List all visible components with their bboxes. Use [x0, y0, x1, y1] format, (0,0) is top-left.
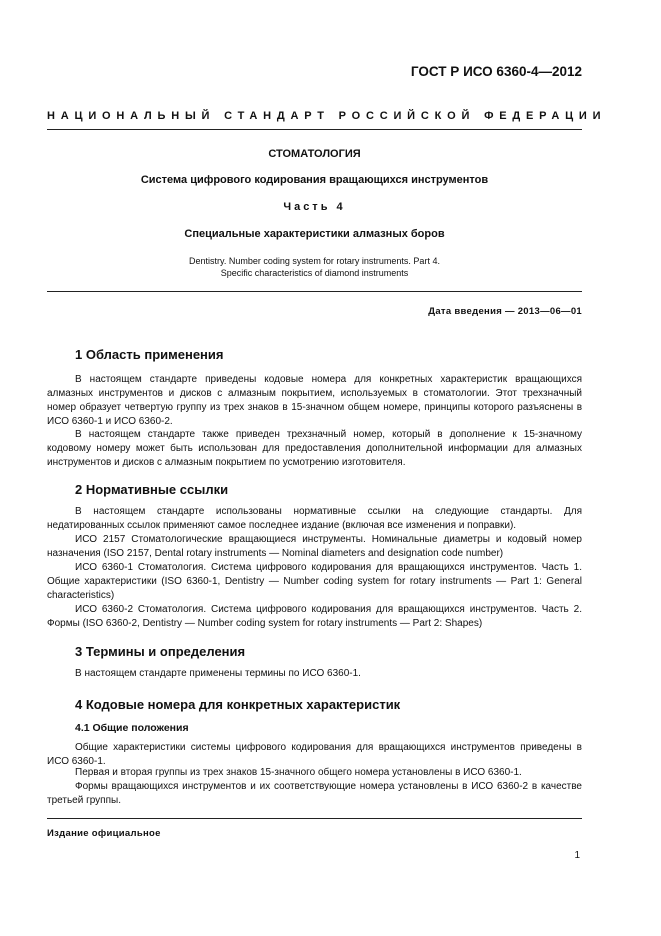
section-2-reference-iso-2157: ИСО 2157 Стоматологические вращающиеся инструменты. Номинальные диаметры и кодовый номер назначения (ISO 2157, Dental rotary instruments — Nominal diameters and designation code number) [47, 534, 582, 560]
subsection-4-1-heading: 4.1 Общие положения [75, 722, 189, 734]
document-title: СТОМАТОЛОГИЯ [268, 148, 361, 160]
section-1-paragraph-2: В настоящем стандарте также приведен трехзначный номер, который в дополнение к 15-значному кодовому номеру может быть использован для предоставления дополнительной информации для алмазных инструментов и дисков с алмазным покрытием по усмотрению изготовителя. [47, 429, 582, 469]
official-edition-label: Издание официальное [47, 828, 161, 839]
part-title: Специальные характеристики алмазных боров [184, 228, 445, 240]
section-4-1-paragraph-3: Формы вращающихся инструментов и их соответствующие номера установлены в ИСО 6360-2 в качестве третьей группы. [47, 781, 582, 807]
top-divider [47, 129, 582, 130]
document-subtitle: Система цифрового кодирования вращающихся инструментов [140, 174, 489, 186]
english-title-line-2: Specific characteristics of diamond instruments [220, 268, 409, 278]
section-3-paragraph-1: В настоящем стандарте применены термины по ИСО 6360-1. [75, 668, 361, 679]
national-standard-banner: НАЦИОНАЛЬНЫЙ СТАНДАРТ РОССИЙСКОЙ ФЕДЕРАЦИИ [47, 110, 607, 122]
section-4-1-paragraph-1: Общие характеристики системы цифрового кодирования для вращающихся инструментов приведены в ИСО 6360-1. [47, 742, 582, 768]
section-1-heading: 1 Область применения [75, 347, 224, 362]
part-label: Часть 4 [283, 201, 346, 213]
title-divider [47, 291, 582, 292]
page-number: 1 [574, 850, 580, 861]
section-4-1-paragraph-2: Первая и вторая группы из трех знаков 15-значного общего номера установлены в ИСО 6360-1. [75, 767, 522, 778]
section-4-heading: 4 Кодовые номера для конкретных характеристик [75, 697, 401, 712]
section-1-paragraph-1: В настоящем стандарте приведены кодовые номера для конкретных характеристик вращающихся алмазных инструментов и дисков с алмазным покрытием, используемых в стоматологии. Этот трехзначный номер образует четвертую группу из трех знаков в 15-значном общем номере, принципы которого разъяснены в ИСО 6360-1 и ИСО 6360-2. [47, 374, 582, 428]
section-2-reference-iso-6360-1: ИСО 6360-1 Стоматология. Система цифрового кодирования для вращающихся инструментов. Часть 1. Общие характеристики (ISO 6360-1, Dentistry — Number coding system for rotary instruments — Part 1: General characteristics) [47, 562, 582, 602]
section-2-paragraph-1: В настоящем стандарте использованы нормативные ссылки на следующие стандарты. Для недатированных ссылок применяют самое последнее издание (включая все изменения и поправки). [47, 506, 582, 532]
introduction-date: Дата введения — 2013—06—01 [428, 306, 582, 317]
section-2-heading: 2 Нормативные ссылки [75, 482, 229, 497]
footer-divider [47, 818, 582, 819]
section-3-heading: 3 Термины и определения [75, 644, 246, 659]
english-title-line-1: Dentistry. Number coding system for rotary instruments. Part 4. [189, 256, 440, 266]
english-title [47, 255, 582, 279]
document-code: ГОСТ Р ИСО 6360-4—2012 [410, 64, 582, 79]
section-2-reference-iso-6360-2: ИСО 6360-2 Стоматология. Система цифрового кодирования для вращающихся инструментов. Часть 2. Формы (ISO 6360-2, Dentistry — Number coding system for rotary instruments — Part 2: Shapes) [47, 604, 582, 630]
